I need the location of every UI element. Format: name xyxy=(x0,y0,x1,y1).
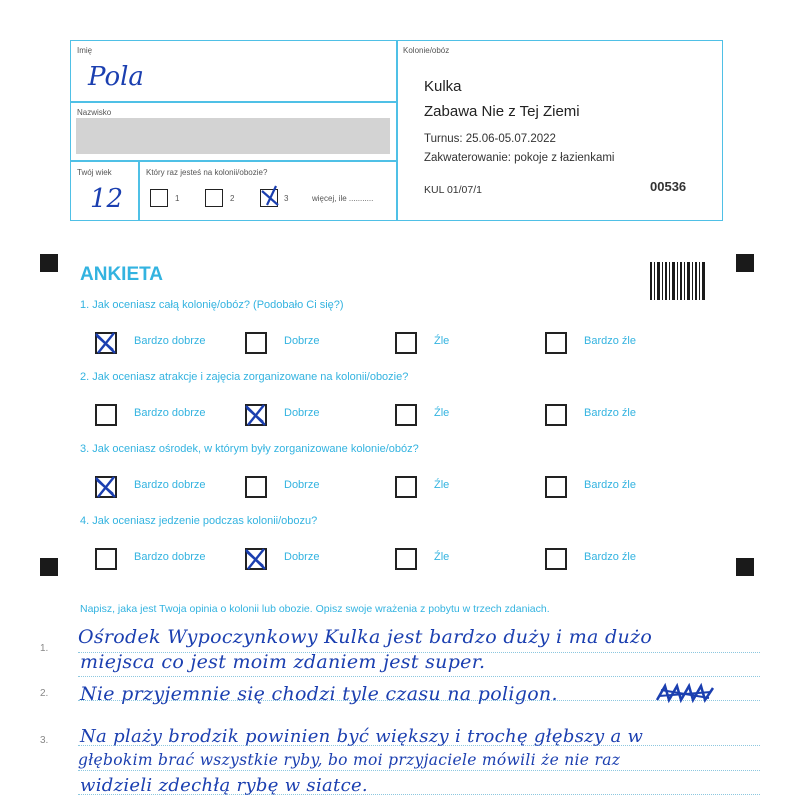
times-option-1: 1 xyxy=(175,194,180,203)
opinion-prompt: Napisz, jaka jest Twoja opinia o kolonii lub obozie. Opisz swoje wrażenia z pobytu w trzech zdaniach. xyxy=(80,603,550,615)
registration-mark-tl xyxy=(40,254,58,272)
turnus: Turnus: 25.06-05.07.2022 xyxy=(424,133,556,145)
q2-option-label-good: Dobrze xyxy=(284,407,320,419)
q1-checkbox-very-good[interactable] xyxy=(95,332,117,354)
q4-option-label-very-good: Bardzo dobrze xyxy=(134,551,206,563)
line-number-1: 1. xyxy=(40,643,49,654)
scribble-icon xyxy=(655,682,715,704)
camp-label: Kolonie/obóz xyxy=(403,46,450,55)
q4-option-label-very-bad: Bardzo źle xyxy=(584,551,636,563)
name-label: Imię xyxy=(77,46,93,55)
times-option-3: 3 xyxy=(284,194,289,203)
q3-option-label-good: Dobrze xyxy=(284,479,320,491)
q3-option-label-bad: Źle xyxy=(434,479,450,491)
camp-code: KUL 01/07/1 xyxy=(424,184,482,196)
times-label: Który raz jesteś na kolonii/obozie? xyxy=(146,168,268,177)
surname-redacted xyxy=(76,118,390,154)
age-label: Twój wiek xyxy=(77,168,112,177)
accommodation: Zakwaterowanie: pokoje z łazienkami xyxy=(424,152,615,164)
check-mark-icon xyxy=(93,330,119,356)
q3-option-label-very-bad: Bardzo źle xyxy=(584,479,636,491)
q2-checkbox-very-good[interactable] xyxy=(95,404,117,426)
registration-mark-br xyxy=(736,558,754,576)
q4-checkbox-bad[interactable] xyxy=(395,548,417,570)
handwriting-line-3: Nie przyjemnie się chodzi tyle czasu na poligon. xyxy=(80,683,558,705)
q3-checkbox-good[interactable] xyxy=(245,476,267,498)
q1-checkbox-very-bad[interactable] xyxy=(545,332,567,354)
header-divider-2 xyxy=(70,160,397,162)
answer-line-5 xyxy=(78,770,760,771)
q2-checkbox-bad[interactable] xyxy=(395,404,417,426)
q4-checkbox-good[interactable] xyxy=(245,548,267,570)
form-number: 00536 xyxy=(650,179,687,194)
q3-option-label-very-good: Bardzo dobrze xyxy=(134,479,206,491)
q1-checkbox-bad[interactable] xyxy=(395,332,417,354)
handwriting-line-6: widzieli zdechłą rybę w siatce. xyxy=(80,775,368,796)
q3-checkbox-very-good[interactable] xyxy=(95,476,117,498)
question-3: 3. Jak oceniasz ośrodek, w którym były zorganizowane kolonie/obóz? xyxy=(80,443,419,455)
header-divider-1 xyxy=(70,101,397,103)
q1-option-label-very-bad: Bardzo źle xyxy=(584,335,636,347)
q4-checkbox-very-bad[interactable] xyxy=(545,548,567,570)
q1-checkbox-good[interactable] xyxy=(245,332,267,354)
line-number-3: 3. xyxy=(40,735,49,746)
check-mark-icon xyxy=(258,183,284,209)
question-1: 1. Jak oceniasz całą kolonię/obóz? (Podobało Ci się?) xyxy=(80,299,344,311)
answer-line-2 xyxy=(78,676,760,677)
q2-checkbox-good[interactable] xyxy=(245,404,267,426)
line-number-2: 2. xyxy=(40,688,49,699)
handwriting-line-4: Na plaży brodzik powinien być większy i trochę głębszy a w xyxy=(80,726,644,747)
q1-option-label-good: Dobrze xyxy=(284,335,320,347)
q2-option-label-very-bad: Bardzo źle xyxy=(584,407,636,419)
check-mark-icon xyxy=(243,546,269,572)
name-value: Pola xyxy=(88,62,144,92)
camp-title: Zabawa Nie z Tej Ziemi xyxy=(424,103,580,120)
handwriting-line-5: głębokim brać wszystkie ryby, bo moi przyjaciele mówili że nie raz xyxy=(78,751,621,769)
surname-label: Nazwisko xyxy=(77,108,112,117)
q4-checkbox-very-good[interactable] xyxy=(95,548,117,570)
age-value: 12 xyxy=(90,184,124,214)
q2-checkbox-very-bad[interactable] xyxy=(545,404,567,426)
survey-title: ANKIETA xyxy=(80,264,164,285)
camp-name: Kulka xyxy=(424,78,462,95)
times-option-2: 2 xyxy=(230,194,235,203)
q2-option-label-very-good: Bardzo dobrze xyxy=(134,407,206,419)
header-divider-vertical xyxy=(396,40,398,221)
times-checkbox-2[interactable] xyxy=(205,189,223,207)
handwriting-line-1: Ośrodek Wypoczynkowy Kulka jest bardzo duży i ma dużo xyxy=(78,626,653,648)
q3-checkbox-very-bad[interactable] xyxy=(545,476,567,498)
header-divider-3 xyxy=(138,160,140,220)
handwriting-line-2: miejsca co jest moim zdaniem jest super. xyxy=(80,651,486,673)
times-checkbox-3[interactable] xyxy=(260,189,278,207)
q1-option-label-bad: Źle xyxy=(434,335,450,347)
q4-option-label-good: Dobrze xyxy=(284,551,320,563)
registration-mark-tr xyxy=(736,254,754,272)
q1-option-label-very-good: Bardzo dobrze xyxy=(134,335,206,347)
q4-option-label-bad: Źle xyxy=(434,551,450,563)
times-checkbox-1[interactable] xyxy=(150,189,168,207)
check-mark-icon xyxy=(93,474,119,500)
barcode-icon xyxy=(650,262,705,300)
q2-option-label-bad: Źle xyxy=(434,407,450,419)
check-mark-icon xyxy=(243,402,269,428)
question-4: 4. Jak oceniasz jedzenie podczas kolonii/obozu? xyxy=(80,515,318,527)
registration-mark-bl xyxy=(40,558,58,576)
q3-checkbox-bad[interactable] xyxy=(395,476,417,498)
times-more: więcej, ile ........... xyxy=(312,194,374,203)
question-2: 2. Jak oceniasz atrakcje i zajęcia zorganizowane na kolonii/obozie? xyxy=(80,371,409,383)
